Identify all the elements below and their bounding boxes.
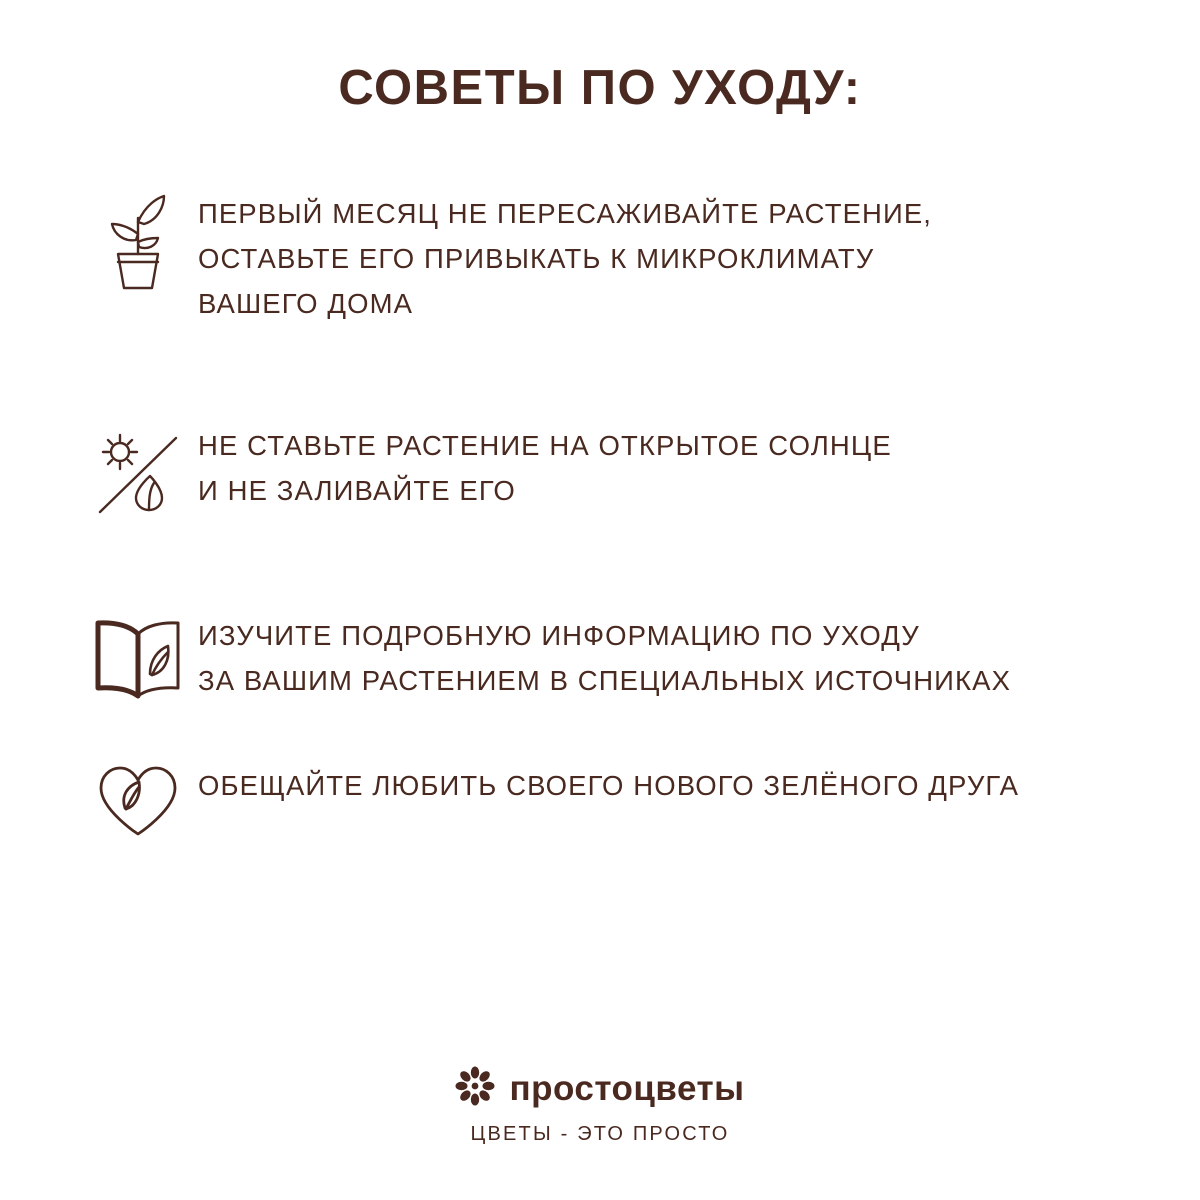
tip-line: И НЕ ЗАЛИВАЙТЕ ЕГО — [198, 475, 516, 507]
tip-item — [78, 190, 1140, 326]
tip-text — [198, 762, 1140, 809]
tip-line: ИЗУЧИТЕ ПОДРОБНУЮ ИНФОРМАЦИЮ ПО УХОДУ — [198, 620, 920, 652]
tip-line: ПЕРВЫЙ МЕСЯЦ НЕ ПЕРЕСАЖИВАЙТЕ РАСТЕНИЕ, — [198, 197, 933, 229]
tip-text — [198, 190, 1140, 326]
tip-text — [198, 612, 1140, 704]
tip-item — [78, 762, 1140, 842]
flower-logo-icon — [455, 1066, 495, 1111]
heart-leaf-icon — [78, 762, 198, 842]
tip-line: ОСТАВЬТЕ ЕГО ПРИВЫКАТЬ К МИКРОКЛИМАТУ — [198, 242, 875, 274]
footer-logo — [0, 1066, 1200, 1146]
brand-row — [0, 1066, 1200, 1111]
tip-line: ОБЕЩАЙТЕ ЛЮБИТЬ СВОЕГО НОВОГО ЗЕЛЁНОГО ДРУГА — [198, 769, 1020, 801]
tip-line: ЗА ВАШИМ РАСТЕНИЕМ В СПЕЦИАЛЬНЫХ ИСТОЧНИКАХ — [198, 665, 1012, 697]
potted-plant-icon — [78, 190, 198, 292]
tip-text — [198, 422, 1140, 514]
tip-item — [78, 612, 1140, 704]
brand-tagline: ЦВЕТЫ - ЭТО ПРОСТО — [470, 1123, 730, 1145]
tip-item — [78, 422, 1140, 520]
open-book-icon — [78, 612, 198, 700]
no-sun-no-watering-icon — [78, 422, 198, 520]
brand-name: простоцветы — [509, 1069, 745, 1108]
page-title: СОВЕТЫ ПО УХОДУ: — [338, 61, 862, 115]
tips-list — [0, 190, 1200, 842]
tip-line: ВАШЕГО ДОМА — [198, 287, 414, 319]
tip-line: НЕ СТАВЬТЕ РАСТЕНИЕ НА ОТКРЫТОЕ СОЛНЦЕ — [198, 430, 892, 462]
